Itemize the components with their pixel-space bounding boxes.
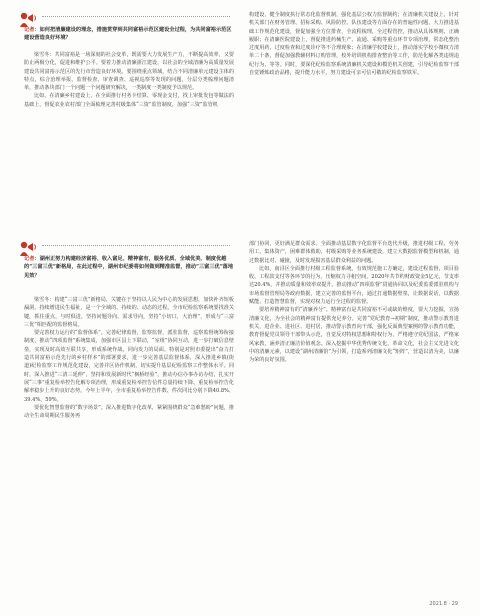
- interview-question: [24, 255, 234, 280]
- interview-question: [24, 26, 234, 43]
- answer-paragraph: 要完善权力运行的“监督体系”。完善纪律监督，监察监督，派驻监督，巡察监督统筹衔接制度，推动“四项监督”系统集成，加强市区县上下联动，“室组”协同互动，进一步打破信息壁垒，实现及时高效互联共享，形成系统作战，同向发力的局面。特别是对照市委提出“奋力打造共同富裕示范先行的乡村样本”的部署要求，进一步完善基层监督体系，深入推进乡镇(街道)纪检监察工作规范化建设，完善并区协作机制，切实提升基层纪检监察工作整体水平。同时，深入推进“三清三延伸”，坚持和发展新时代“枫桥经验”，推动办信办事办访办结，扎实开展“三事”重复检举控告化解专项治理，形成重复检举控告信件总量持续下降、重复检举控告化解率稳步上升的良好态势。今年上半年，全市重复检举控告件数、件次同比分别下降40.8%、39.4%、59%。: [24, 330, 234, 403]
- answer-paragraph: 要培养精神富有的“清廉养分”。精神富有是共同富裕不可或缺的维度，要大力挖掘，宣扬清廉文化，为全社会的精神富有提供充足养分。完善“党纪教育→初期”制度，推动警示教育进机关，进企业、进社区、进村居，推动警示教育向干部，强化反面典型案例的警示教育功能，教育督促党员领导干部带头示范，自觉反对特权思想和特权行为，严格遵守党纪国法，严格家风家教，涵养清正廉洁价值观念。深入挖掘中华优秀传统文化，革命文化，社会主义先进文化中的清廉元素，以建设“湖州清廉馆”为引领，打造系列清廉文化“矩阵”，营造以清为美，以廉为荣的良好氛围。: [249, 307, 459, 364]
- answer-paragraph: 梁雪冬：共同富裕是一场深刻的社会变革，既需要大力发展生产力，不断提高效率，又要防止两极分化，促进和维护公平。要着力推动清廉浙江建设，以社会的全域清廉为高质量发展建设共同富裕示范区的先行市营造良好环境。要围绕重点领域，结合不同清廉单元建设主体的特点，综合治理举报、监督检查、审查调查、巡视巡察等发现的问题，分层分类梳理问题清单，推动条块部门一个问题一个问题研究解决，一类制度一类制度予以规范。: [24, 52, 234, 92]
- answer-paragraph: 部门协同，更好满足群众需求。全面推动基层数字化监督平台迭代升级，推进村级工程、劳务用工，集体资产，困难群体救助，村级采购等业务系统建设，建立大数据监督模型和机制，通过数据比对、碰撞，及时发现损害基层群众利益的问题。: [249, 241, 459, 264]
- answer-paragraph: 比如，南浔区全面推行村级工程监督系统，有效规范施工方确定，建设过程监督，项目验收、工程款支付等各环节的行为，压缩权力寻租空间，2020年共节约财政资金5亿元，节支率达20.4%，并推动质量和效率双提升。推动推动“四项监督”贯通协同以及纪委监委派驻机构与市场监督管理局等政府数据，建立完善的监督平台，通过打通数据壁垒，让数据说话，以数据赋能，打造智慧监督，实现对权力运行全过程的监督。: [249, 265, 459, 306]
- question-label: 记者：: [24, 27, 40, 33]
- answer-left-column: [24, 296, 234, 420]
- question-text: 如何把清廉建设的理念，措施贯穿到共同富裕示范区建设全过程，为共同富裕示范区建设营造良好环境？: [24, 27, 232, 42]
- answer-paragraph: 梁雪冬：构建“三富三优”新格局，关键在于坚持以人民为中心的发展思想，加快补齐短板漏洞，持续增进民生福祉，是一个全域的、持续的、动态的过程。全市纪检监察系统要找准关键，抓住重点，与时俱进，坚持问题导向、需求导向，坚持“小切口，大治理”，形成与“三富三优”相匹配的监督格局。: [24, 297, 234, 328]
- section-divider: [42, 245, 230, 246]
- answer-right-column: [249, 11, 459, 77]
- answer-right-column: [249, 240, 459, 364]
- question-label: 记者：: [24, 256, 40, 262]
- answer-paragraph: 要优化智慧监督的“数字场景”。深入推进数字化改革，紧紧围绕群众“急难愁盼”问题，推动全生命周期民生服务再: [24, 404, 234, 420]
- answer-paragraph: 比如，在清廉乡村建设上，在全面推行村务卡结算、零现金支付，找上审批发包等做法的基础上，督促农业农村部门全面梳理完善村级集体“三资”监管制度，加强“三资”监管机: [24, 93, 234, 108]
- answer-left-column: [24, 51, 234, 109]
- question-text: 湖州正努力构建经济富裕、收入富足、精神富有，服务优质、全域优美、制度优越的“三富三优”新格局，在此过程中，湖州市纪委将如何做到精准监督，推动“三富三优”落地见效？: [24, 256, 234, 279]
- page-number: 2021.8 · 29: [429, 601, 458, 607]
- section-divider: [42, 16, 230, 17]
- answer-paragraph: 构建设，健全制度执行常态化监督机制，强化基层公权力监督制约；在清廉机关建设上，针对机关部门在财务管理、招标采购、风险防控、队伍建设等方面存在的普遍性问题，大力推进基础工作规范化建设，督促加强全方位排查，全流程梳理，全过程管控，推动从具体规则、正确履职；在清廉医院建设上，督促推进药械生产、流通、采购等重点环节专项治理，常态化整治过度用药、过度检查和过度诊疗等不合理现象；在清廉学校建设上，推动落实学校小微权力清单二十条，督促加强教辅材料订购管理，校外培训机构排查整治等工作，防范化解各类违规违纪行为，等等。同时，要深化纪检监察系统清廉机关建设和模范机关创建，引导纪检监察干部自觉锤炼政治品格，提升能力水平，努力建设可亲可信可敬的纪检监察铁军。: [249, 12, 459, 77]
